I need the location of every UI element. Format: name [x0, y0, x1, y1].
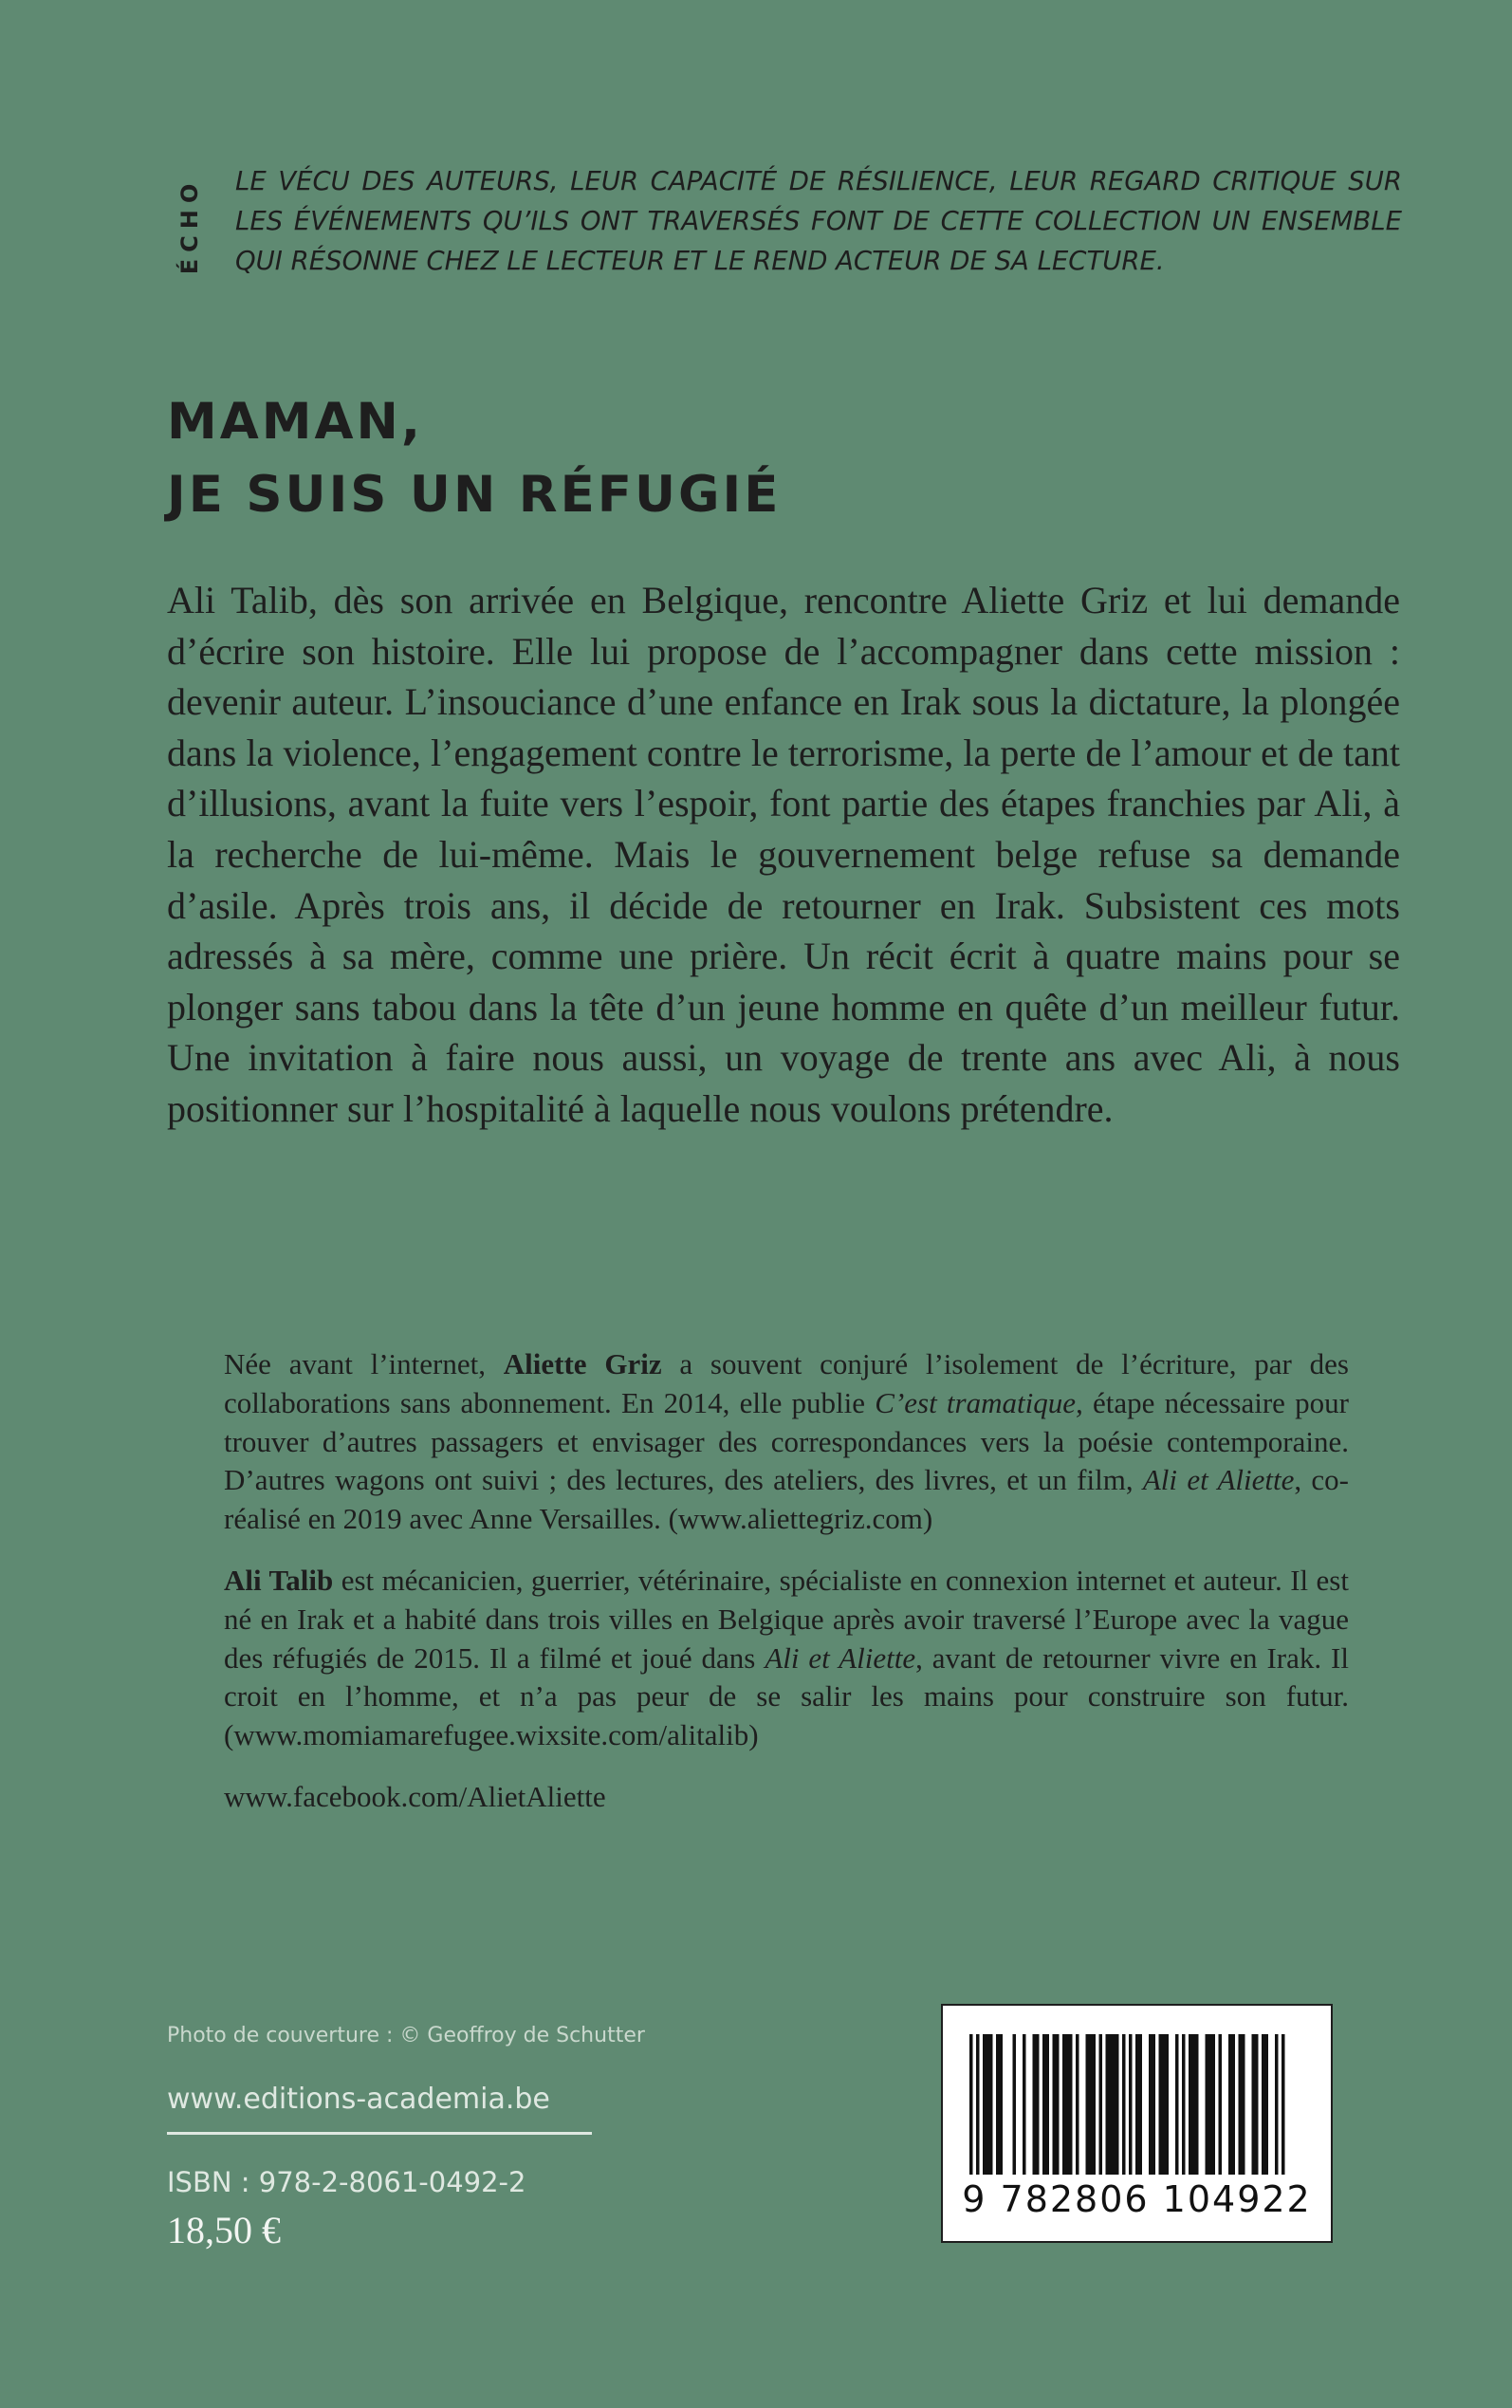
barcode-bar — [1135, 2034, 1142, 2175]
barcode-bar — [969, 2034, 973, 2175]
barcode-bar — [1042, 2034, 1049, 2175]
barcode-bar — [1033, 2034, 1040, 2175]
barcode-bar — [1175, 2034, 1179, 2175]
bio2-author-name: Ali Talib — [224, 1563, 334, 1597]
barcode-bar — [1099, 2034, 1103, 2175]
book-title — [167, 385, 781, 531]
barcode-bar — [983, 2034, 993, 2175]
barcode-bar — [1182, 2034, 1186, 2175]
price: 18,50 € — [167, 2209, 281, 2251]
bio2-work-title: Ali et Aliette — [765, 1640, 916, 1675]
barcode-bar — [1086, 2034, 1097, 2175]
barcode-bar — [1239, 2034, 1245, 2175]
barcode-bar — [1189, 2034, 1199, 2175]
photo-credit: Photo de couverture : © Geoffroy de Schutter — [167, 2024, 645, 2047]
isbn: ISBN : 978-2-8061-0492-2 — [167, 2166, 526, 2198]
barcode — [941, 2004, 1333, 2243]
bio-ali-talib — [224, 1562, 1349, 1755]
barcode-bar — [1228, 2034, 1235, 2175]
barcode-bar — [1149, 2034, 1155, 2175]
barcode-bar — [1206, 2034, 1216, 2175]
barcode-bar — [1076, 2034, 1079, 2175]
barcode-bar — [1062, 2034, 1073, 2175]
barcode-bar — [1053, 2034, 1060, 2175]
bio1-text-b: étape nécessaire pour trouver d’autres passagers et envisager des correspondances vers la poésie contemporaine. D’autres wagons ont suivi ; des lectures, des ateliers, des livres, et un film, — [224, 1385, 1349, 1497]
bio1-text-c: , co-réalisé en 2019 avec Anne Versailles. (www.aliettegriz.com) — [224, 1463, 1349, 1536]
barcode-bar — [1252, 2034, 1259, 2175]
bio1-intro: Née avant l’internet, — [224, 1347, 504, 1380]
barcode-bar — [1013, 2034, 1017, 2175]
barcode-bar — [1275, 2034, 1279, 2175]
barcode-bar — [1262, 2034, 1268, 2175]
bio-aliette-griz — [224, 1345, 1349, 1539]
divider — [167, 2132, 592, 2135]
synopsis: Ali Talib, dès son arrivée en Belgique, rencontre Aliette Griz et lui demande d’écrire son histoire. Elle lui propose de l’accompagner dans cette mission : devenir auteur. L’insouciance d’une enfance en Irak sous la dictature, la plongée dans la violence, l’engagement contre le terrorisme, la perte de l’amour et de tant d’illusions, avant la fuite vers l’espoir, font partie des étapes franchies par Ali, à la recherche de lui-même. Mais le gouvernement belge refuse sa demande d’asile. Après trois ans, il décide de retourner en Irak. Subsistent ces mots adressés à sa mère, comme une prière. Un récit écrit à quatre mains pour se plonger sans tabou dans la tête d’un jeune homme en quête d’un meilleur futur. Une invitation à faire nous aussi, un voyage de trente ans avec Ali, à nous positionner sur l’hospitalité à laquelle nous voulons prétendre. — [167, 579, 1400, 1130]
bio2-text-b: , avant de retourner vivre en Irak. Il croit en l’homme, et n’a pas peur de se salir les mains pour construire son futur. (www.momiamarefugee.wixsite.com/alitalib) — [224, 1640, 1349, 1752]
barcode-bar — [996, 2034, 1003, 2175]
bio1-text-a: a souvent conjuré l’isolement de l’écriture, par des collaborations sans abonnement. En 2014, elle publie — [224, 1347, 1349, 1419]
book-title-line-1: MAMAN, — [167, 393, 424, 451]
series-description: LE VÉCU DES AUTEURS, LEUR CAPACITÉ DE RÉSILIENCE, LEUR REGARD CRITIQUE SUR LES ÉVÉNEMENTS QU’ILS ONT TRAVERSÉS FONT DE CETTE COLLECTION UN ENSEMBLE QUI RÉSONNE CHEZ LE LECTEUR ET LE REND ACTEUR DE SA LECTURE. — [235, 166, 1402, 276]
barcode-bar — [1129, 2034, 1133, 2175]
series-name — [174, 159, 206, 292]
facebook-link[interactable]: www.facebook.com/AlietAliette — [224, 1779, 606, 1813]
bio1-work-title-2: Ali et Aliette — [1142, 1463, 1295, 1497]
barcode-bar — [976, 2034, 980, 2175]
barcode-digits: 9 782806 104922 — [962, 2178, 1312, 2220]
book-title-line-2: JE SUIS UN RÉFUGIÉ — [167, 466, 782, 524]
bio2-text-a: est mécanicien, guerrier, vétérinaire, spécialiste en connexion internet et auteur. Il est né en Irak et a habité dans trois villes en Belgique après avoir traversé l’Europe avec la vague des réfugiés de 2015. Il a filmé et joué dans — [224, 1563, 1349, 1675]
bio1-work-title-1: C’est tramatique, — [875, 1385, 1083, 1419]
bio1-author-name: Aliette Griz — [503, 1347, 662, 1380]
barcode-bar — [1106, 2034, 1119, 2175]
barcode-bar — [1159, 2034, 1170, 2175]
publisher-website[interactable]: www.editions-academia.be — [167, 2083, 550, 2116]
barcode-bars — [969, 2034, 1304, 2181]
author-bios — [224, 1345, 1349, 1817]
barcode-bar — [1282, 2034, 1285, 2175]
barcode-bar — [1023, 2034, 1026, 2175]
barcode-bar — [1219, 2034, 1223, 2175]
series-name-label: ÉCHO — [176, 176, 203, 275]
barcode-bar — [1122, 2034, 1126, 2175]
